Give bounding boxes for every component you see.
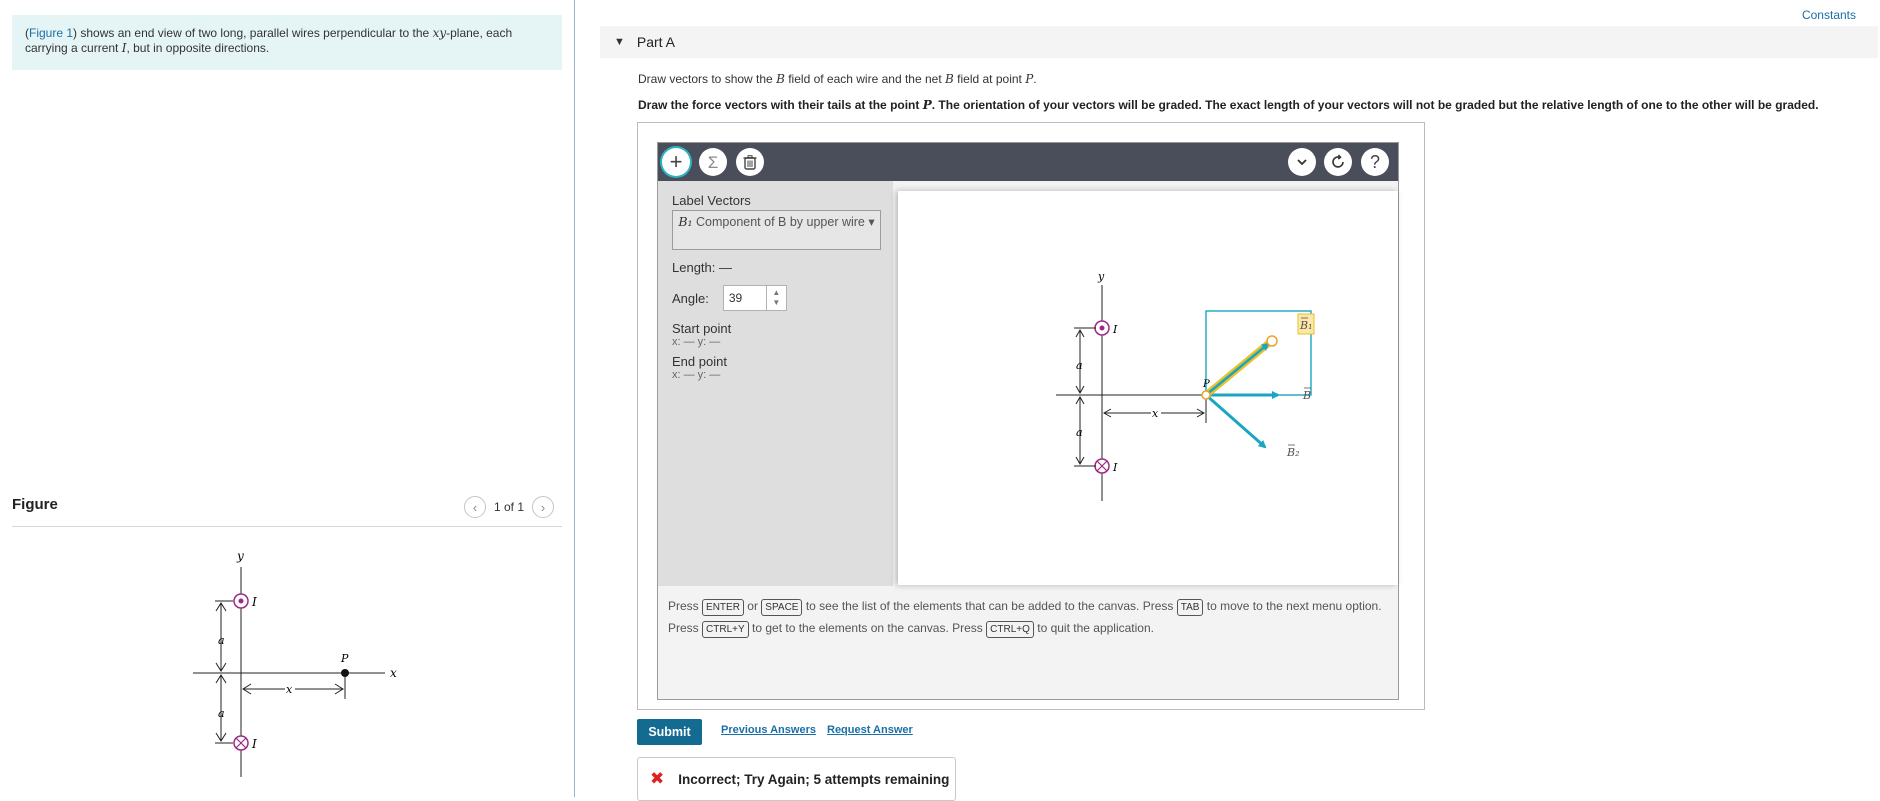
label-vectors-heading: Label Vectors xyxy=(672,193,751,208)
spin-up-icon: ▲ xyxy=(772,288,781,297)
vector-drawing-tool xyxy=(637,122,1425,710)
canvas-upper-a: a xyxy=(1076,359,1083,372)
question-icon: ? xyxy=(1369,152,1380,172)
chevron-down-icon: ▾ xyxy=(868,215,875,229)
upper-distance-label: a xyxy=(218,634,225,647)
b1-vector[interactable] xyxy=(1206,344,1268,395)
part-a-header[interactable] xyxy=(600,26,1878,58)
delete-vector-button[interactable] xyxy=(736,148,764,176)
vector-description: Component of B by upper wire xyxy=(696,215,865,229)
instruction-text: Draw the force vectors with their tails at the point xyxy=(638,98,923,112)
problem-column xyxy=(0,0,575,797)
length-label: Length: xyxy=(672,260,716,275)
wires-diagram xyxy=(185,545,410,780)
instruction-text: . The orientation of your vectors will be graded. The exact length of your vectors will not be graded but the relative length of one to the other will be graded. xyxy=(931,98,1819,112)
angle-row xyxy=(672,285,879,311)
sigma-icon: Σ xyxy=(707,152,719,172)
intro-current-symbol: I xyxy=(121,41,127,55)
length-row xyxy=(672,260,879,275)
start-point-value: x: — y: — xyxy=(672,336,721,348)
error-x-icon: ✖ xyxy=(650,769,665,788)
start-point-label: Start point xyxy=(672,321,732,336)
x-distance-label: x xyxy=(286,683,293,696)
b-field-symbol: B xyxy=(776,72,785,86)
keyboard-help xyxy=(668,595,1388,639)
space-key-badge: SPACE xyxy=(761,599,802,616)
canvas-lower-a: a xyxy=(1076,426,1083,439)
tab-key-badge: TAB xyxy=(1177,599,1204,616)
canvas-drawing xyxy=(898,191,1398,585)
b-field-symbol: B xyxy=(945,72,954,86)
upper-wire-current-label: I xyxy=(252,595,257,609)
point-p-marker xyxy=(341,669,349,677)
length-value: — xyxy=(719,260,732,275)
feedback-text: Incorrect; Try Again; 5 attempts remaining xyxy=(678,771,950,787)
end-point-value: x: — y: — xyxy=(672,369,721,381)
instruction-text: field at point xyxy=(953,72,1026,86)
end-point-label: End point xyxy=(672,354,727,369)
help-text: to move to the next menu option. Press xyxy=(668,599,1382,635)
angle-input[interactable]: 39 xyxy=(723,285,767,311)
help-text: Press xyxy=(668,599,699,613)
help-text: to get to the elements on the canvas. Press xyxy=(752,621,983,635)
b2-label: B₂ xyxy=(1287,446,1300,459)
spin-down-icon: ▼ xyxy=(772,298,781,307)
help-text: to quit the application. xyxy=(1037,621,1154,635)
b1-start-handle[interactable] xyxy=(1202,391,1210,399)
lower-distance-label: a xyxy=(218,707,225,720)
figure-diagram xyxy=(185,545,410,780)
divider xyxy=(12,526,562,527)
canvas-upper-current: I xyxy=(1113,323,1118,336)
ctrl-q-key-badge: CTRL+Q xyxy=(986,621,1034,638)
help-text: or xyxy=(747,599,758,613)
b1-label: B₁ xyxy=(1300,319,1313,332)
angle-spinner[interactable] xyxy=(767,285,787,311)
net-b-label: B xyxy=(1303,389,1312,402)
help-text: to see the list of the elements that can be added to the canvas. Press xyxy=(805,599,1174,613)
enter-key-badge: ENTER xyxy=(702,599,744,616)
figure-title: Figure xyxy=(12,496,58,513)
prev-figure-button[interactable] xyxy=(464,496,486,518)
ctrl-y-key-badge: CTRL+Y xyxy=(702,621,749,638)
submit-button[interactable]: Submit xyxy=(637,719,702,745)
y-axis-label: y xyxy=(237,549,244,563)
intro-text: ) shows an end view of two long, parallel wires perpendicular to the xyxy=(73,26,433,40)
intro-text: ( xyxy=(25,26,29,40)
constants-link[interactable]: Constants xyxy=(1801,8,1856,22)
instruction-text: . xyxy=(1033,72,1037,86)
add-vector-button[interactable] xyxy=(662,148,690,176)
lower-wire-current-label: I xyxy=(252,737,257,751)
sum-vectors-button[interactable] xyxy=(699,148,727,176)
chevron-right-icon: › xyxy=(540,499,546,515)
canvas-lower-current: I xyxy=(1113,461,1118,474)
instruction-line-2 xyxy=(638,98,1819,112)
point-p-symbol: P xyxy=(922,98,932,112)
chevron-left-icon: ‹ xyxy=(472,499,478,515)
point-p-label: P xyxy=(341,652,349,665)
vector-symbol: B₁ xyxy=(678,214,693,229)
b1-end-handle[interactable] xyxy=(1267,336,1277,346)
reset-button[interactable] xyxy=(1324,148,1352,176)
instruction-line-1 xyxy=(638,72,1037,86)
figure-link[interactable]: Figure 1 xyxy=(29,26,74,40)
problem-statement xyxy=(12,15,562,70)
caret-down-icon: ▼ xyxy=(614,36,625,48)
vector-properties-panel xyxy=(658,181,893,586)
canvas-y-label: y xyxy=(1098,270,1105,283)
instruction-text: Draw vectors to show the xyxy=(638,72,777,86)
canvas-x-distance: x xyxy=(1152,407,1159,420)
b2-vector[interactable] xyxy=(1206,395,1265,447)
reset-icon xyxy=(1330,154,1346,170)
trash-icon xyxy=(743,155,757,170)
dropdown-button[interactable] xyxy=(1288,148,1316,176)
x-axis-label: x xyxy=(390,666,397,680)
point-p-symbol: P xyxy=(1025,72,1034,86)
figure-pager xyxy=(464,496,554,518)
tool-toolbar xyxy=(658,143,1398,181)
intro-text: , but in opposite directions. xyxy=(126,41,270,55)
instruction-text: field of each wire and the net xyxy=(784,72,945,86)
feedback-banner xyxy=(637,757,956,801)
intro-xy: xy xyxy=(432,26,447,40)
vector-label-select[interactable] xyxy=(672,210,881,250)
help-button[interactable] xyxy=(1361,148,1389,176)
tool-frame xyxy=(657,142,1399,700)
figure-page-count: 1 of 1 xyxy=(494,500,525,514)
previous-answers-link[interactable]: Previous Answers xyxy=(721,724,816,736)
next-figure-button[interactable] xyxy=(532,496,554,518)
plus-icon: + xyxy=(669,149,683,174)
canvas-point-p: P xyxy=(1203,379,1210,390)
drawing-canvas[interactable] xyxy=(898,191,1398,585)
chevron-down-icon xyxy=(1297,159,1307,166)
intro-text: -plane, each carrying a current xyxy=(25,26,513,55)
part-title: Part A xyxy=(636,34,676,50)
angle-label: Angle: xyxy=(672,290,709,306)
request-answer-link[interactable]: Request Answer xyxy=(827,724,913,736)
